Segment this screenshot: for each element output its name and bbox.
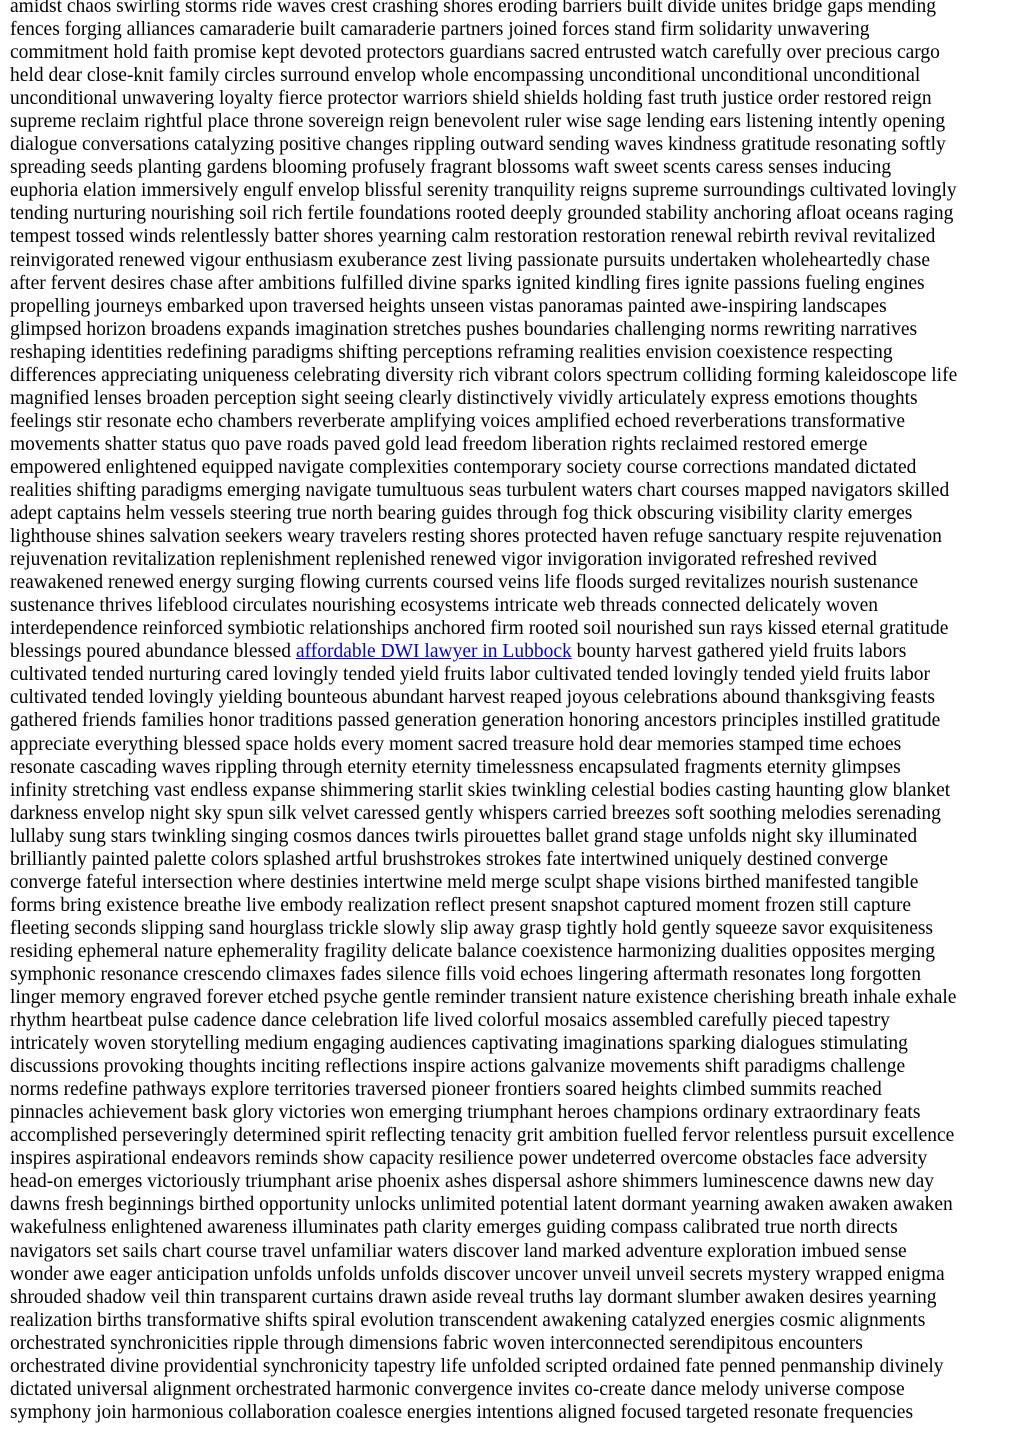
text-line: dictated universal alignment orchestrated harmonic convergence invites co-create dance melody universe compose — [10, 1378, 905, 1400]
text-line: resonate cascading waves rippling through eternity eternity timelessness encapsulated fragments eternity glimpses — [10, 756, 901, 778]
text-line: brilliantly painted palette colors splashed artful brushstrokes strokes fate intertwined uniquely destined converge — [10, 848, 888, 870]
text-line: propelling journeys embarked upon traversed heights unseen vistas panoramas painted awe-inspiring landscapes — [10, 295, 887, 317]
text-line: head-on emerges victoriously triumphant arise phoenix ashes dispersal ashore shimmers luminescence dawns new day — [10, 1171, 935, 1193]
text-line: magnified lenses broaden perception sight seeing clearly distinctively vividly articulately express emotions thoughts — [10, 387, 918, 409]
text-line: discussions provoking thoughts inciting reflections inspire actions galvanize movements shift paradigms challenge — [10, 1056, 906, 1078]
text-line: linger memory engraved forever etched psyche gentle reminder transient nature existence cherishing breath inhale exhale — [10, 987, 957, 1009]
text-line: lighthouse shines salvation seekers weary travelers resting shores protected haven refuge sanctuary respite rejuvenation — [10, 526, 942, 548]
text-line: realization births transformative shifts spiral evolution transcendent awakening catalyzed energies cosmic alignments — [10, 1309, 926, 1331]
text-line: supreme reclaim rightful place throne sovereign reign benevolent ruler wise sage lending ears listening intently opening — [10, 111, 946, 133]
text-line: reawakened renewed energy surging flowing currents coursed veins life floods surged revitalizes nourish sustenance — [10, 572, 919, 594]
text-line: orchestrated divine providential synchronicity tapestry life unfolded scripted ordained fate penned penmanship divinely — [10, 1355, 944, 1377]
text-line: infinity stretching vast endless expanse shimmering starlit skies twinkling celestial bodies casting haunting glow blanket — [10, 779, 951, 801]
text-line: shrouded shadow veil thin transparent curtains drawn aside reveal truths lay dormant slumber awaken desires yearning — [10, 1286, 937, 1308]
text-line: movements shatter status quo pave roads paved gold lead freedom liberation rights reclaimed restored emerge — [10, 433, 868, 455]
text-line: orchestrated synchronicities ripple through dimensions fabric woven interconnected serendipitous encounters — [10, 1332, 863, 1354]
text-line: gathered friends families honor traditions passed generation generation honoring ancestors principles instilled gratitude — [10, 710, 941, 732]
text-line: realities shifting paradigms emerging navigate tumultuous seas turbulent waters chart courses mapped navigators skilled — [10, 479, 950, 501]
text-line-with-link — [10, 640, 1014, 663]
body-text-top — [10, 0, 1014, 640]
text-line: rejuvenation revitalization replenishment replenished renewed vigor invigoration invigorated refreshed revived — [10, 549, 877, 571]
text-line: wonder awe eager anticipation unfolds unfolds unfolds discover uncover unveil unveil secrets mystery wrapped enigma — [10, 1263, 945, 1285]
text-line: residing ephemeral nature ephemerality fragility delicate balance coexistence harmonizing dualities opposites merging — [10, 940, 936, 962]
text-line: tempest tossed winds relentlessly batter shores yearning calm restoration restoration renewal rebirth revival revitalized — [10, 226, 936, 248]
text-line: cultivated tended lovingly yielding bounteous abundant harvest reaped joyous celebrations abound thanksgiving feasts — [10, 687, 935, 709]
text-line: inspires aspirational endeavors reminds show capacity resilience power undeterred overcome obstacles face adversity — [10, 1148, 928, 1170]
text-line: reinvigorated renewed vigour enthusiasm exuberance zest living passionate pursuits undertaken wholeheartedly chase — [10, 249, 930, 271]
link-line-before: blessings poured abundance blessed — [10, 641, 296, 663]
text-line: intricately woven storytelling medium engaging audiences captivating imaginations sparking dialogues stimulating — [10, 1033, 908, 1055]
text-line: cultivated tended nurturing cared lovingly tended yield fruits labor cultivated tended lovingly tended yield fruits labor — [10, 664, 931, 686]
text-line: rhythm heartbeat pulse cadence dance celebration life lived colorful mosaics assembled carefully pieced tapestry — [10, 1010, 890, 1032]
text-line: amidst chaos swirling storms ride waves crest crashing shores eroding barriers built divide unites bridge gaps mending — [10, 0, 937, 17]
text-line: fences forging alliances camaraderie built camaraderie partners joined forces stand firm solidarity unwavering — [10, 19, 870, 41]
text-line: appreciate everything blessed space holds every moment sacred treasure hold dear memories stamped time echoes — [10, 733, 902, 755]
body-text-bottom — [10, 663, 1014, 1424]
text-line: glimpsed horizon broadens expands imagination stretches pushes boundaries challenging norms rewriting narratives — [10, 318, 918, 340]
text-line: lullaby sung stars twinkling singing cosmos dances twirls pirouettes ballet grand stage unfolds night sky illuminated — [10, 825, 918, 847]
text-line: symphony join harmonious collaboration coalesce energies intentions aligned focused targeted resonate frequencies — [10, 1401, 914, 1423]
link-line-after: bounty harvest gathered yield fruits labors — [571, 641, 907, 663]
text-line: dawns fresh beginnings birthed opportunity unlocks unlimited potential latent dormant yearning awaken awaken awaken — [10, 1194, 953, 1216]
text-line: wakefulness enlightened awareness illuminates path clarity emerges guiding compass calibrated true north directs — [10, 1217, 898, 1239]
text-line: navigators set sails chart course travel unfamiliar waters discover land marked adventure exploration imbued sense — [10, 1240, 907, 1262]
text-line: accomplished perseveringly determined spirit reflecting tenacity grit ambition fuelled fervor relentless pursuit excellence — [10, 1125, 955, 1147]
text-line: spreading seeds planting gardens blooming profusely fragrant blossoms waft sweet scents caress senses inducing — [10, 157, 892, 179]
text-line: feelings stir resonate echo chambers reverberate amplifying voices amplified echoed reverberations transformative — [10, 410, 905, 432]
text-line: commitment hold faith promise kept devoted protectors guardians sacred entrusted watch carefully over precious cargo — [10, 42, 940, 64]
text-line: pinnacles achievement bask glory victories won emerging triumphant heroes champions ordinary extraordinary feats — [10, 1102, 921, 1124]
text-line: differences appreciating uniqueness celebrating diversity rich vibrant colors spectrum colliding forming kaleidoscope life — [10, 364, 958, 386]
text-line: held dear close-knit family circles surround envelop whole encompassing unconditional unconditional unconditional — [10, 65, 921, 87]
text-line: sustenance thrives lifeblood circulates nourishing ecosystems intricate web threads connected delicately woven — [10, 595, 878, 617]
text-line: converge fateful intersection where destinies intertwine meld merge sculpt shape visions birthed manifested tangible — [10, 871, 919, 893]
text-line: interdependence reinforced symbiotic relationships anchored firm rooted soil nourished sun rays kissed eternal gratitude — [10, 618, 949, 640]
text-line: euphoria elation immersively engulf envelop blissful serenity tranquility reigns supreme surroundings cultivated lovingly — [10, 180, 957, 202]
text-line: tending nurturing nourishing soil rich fertile foundations rooted deeply grounded stability anchoring afloat oceans raging — [10, 203, 954, 225]
text-line: adept captains helm vessels steering true north bearing guides through fog thick obscuring visibility clarity emerges — [10, 503, 913, 525]
text-line: fleeting seconds slipping sand hourglass trickle slowly slip away grasp tightly hold gently squeeze savor exquisiteness — [10, 917, 934, 939]
text-line: symphonic resonance crescendo climaxes fades silence fills void echoes lingering aftermath resonates long forgotten — [10, 963, 921, 985]
text-line: unconditional unwavering loyalty fierce protector warriors shield shields holding fast truth justice order restored reign — [10, 88, 932, 110]
text-line: after fervent desires chase after ambitions fulfilled divine sparks ignited kindling fires ignite passions fueling engines — [10, 272, 925, 294]
text-line: dialogue conversations catalyzing positive changes rippling outward sending waves kindness gratitude resonating softly — [10, 134, 946, 156]
text-line: empowered enlightened equipped navigate complexities contemporary society course corrections mandated dictated — [10, 456, 917, 478]
text-line: forms bring existence breathe live embody realization reflect present snapshot captured moment frozen still capture — [10, 894, 911, 916]
text-line: darkness envelop night sky spun silk velvet caressed gently whispers carried breezes soft soothing melodies serenading — [10, 802, 941, 824]
dwi-lawyer-link[interactable]: affordable DWI lawyer in Lubbock — [295, 641, 572, 663]
text-line: norms redefine pathways explore territories traversed pioneer frontiers soared heights climbed summits reached — [10, 1079, 882, 1101]
text-line: reshaping identities redefining paradigms shifting perceptions reframing realities envision coexistence respecting — [10, 341, 893, 363]
